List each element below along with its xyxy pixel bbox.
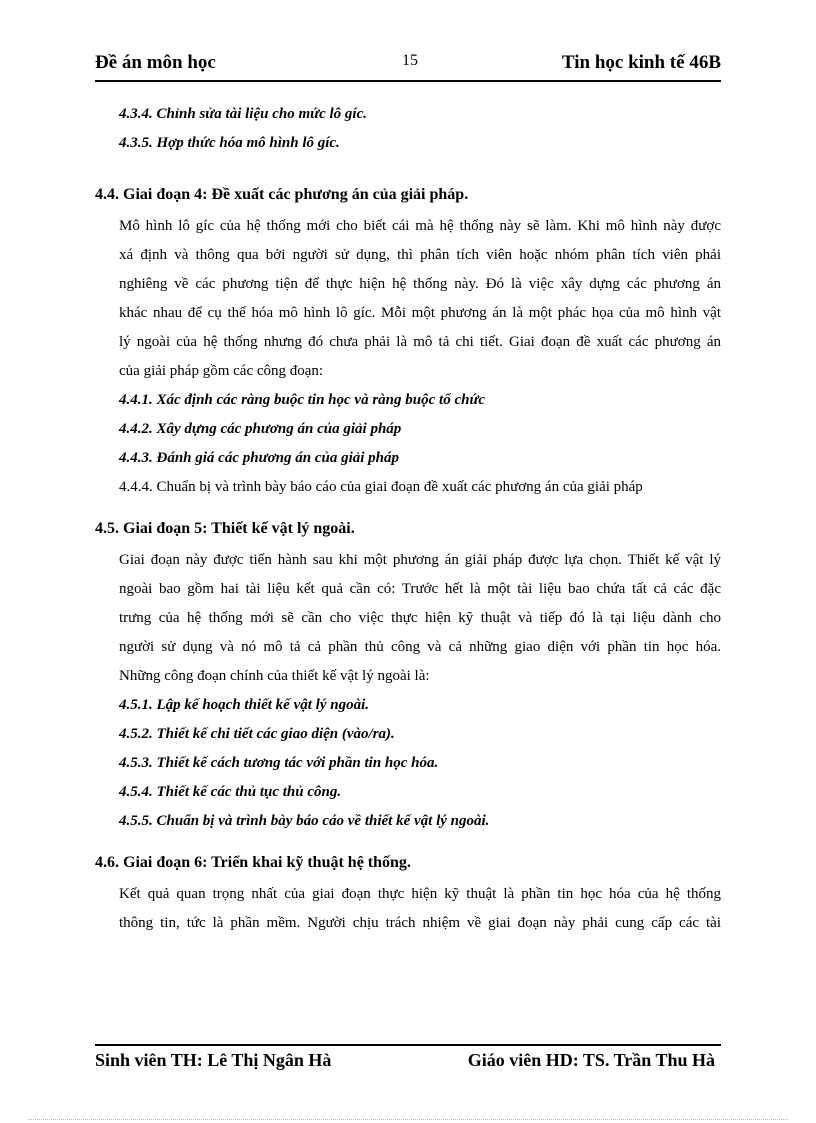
header-course-title: Đề án môn học xyxy=(95,52,216,73)
page-header xyxy=(95,52,721,76)
section-heading-4-6: 4.6. Giai đoạn 6: Triển khai kỹ thuật hệ thống. xyxy=(95,854,411,871)
list-item: 4.4.3. Đánh giá các phương án của giải pháp xyxy=(119,450,399,466)
footer-teacher-name: Giáo viên HD: TS. Trần Thu Hà xyxy=(467,1050,715,1070)
header-class-name: Tin học kinh tế 46B xyxy=(561,52,721,73)
paragraph-line: người sử dụng và nó mô tả cả phần thủ công và cả những giao diện với phần tin học hóa. xyxy=(119,639,721,655)
paragraph-line: Kết quả quan trọng nhất của giai đoạn thực hiện kỹ thuật là phần tin học hóa của hệ thống xyxy=(119,886,721,902)
list-item: 4.3.4. Chỉnh sửa tài liệu cho mức lô gíc. xyxy=(119,106,367,122)
page-edge-dotted-line xyxy=(28,1119,788,1120)
list-item: 4.5.1. Lập kế hoạch thiết kế vật lý ngoài. xyxy=(119,697,369,713)
section-heading-4-5: 4.5. Giai đoạn 5: Thiết kế vật lý ngoài. xyxy=(95,520,355,537)
list-item: 4.4.2. Xây dựng các phương án của giải pháp xyxy=(119,421,402,437)
list-item: 4.5.2. Thiết kế chi tiết các giao diện (vào/ra). xyxy=(119,726,395,742)
page-number: 15 xyxy=(402,52,418,69)
paragraph-line: khác nhau để cụ thể hóa mô hình lô gíc. Mỗi một phương án là một phác họa của mô hình vật xyxy=(119,305,721,321)
paragraph-line: nghiêng về các phương tiện để thực hiện hệ thống này. Đó là việc xây dựng các phương án xyxy=(119,276,721,292)
list-item: 4.5.4. Thiết kế các thủ tục thủ công. xyxy=(119,784,342,800)
document-body xyxy=(95,100,721,938)
list-item: 4.5.5. Chuẩn bị và trình bày báo cáo về thiết kế vật lý ngoài. xyxy=(119,813,490,829)
footer-student-name: Sinh viên TH: Lê Thị Ngân Hà xyxy=(95,1050,332,1070)
list-item: 4.4.4. Chuẩn bị và trình bày báo cáo của giai đoạn đề xuất các phương án của giải pháp xyxy=(119,479,643,495)
paragraph-line: xá định và thông qua bởi người sử dụng, thì phân tích viên hoặc nhóm phân tích viên phải xyxy=(119,247,721,263)
list-item: 4.5.3. Thiết kế cách tương tác với phần tin học hóa. xyxy=(119,755,439,771)
paragraph-line: ngoài bao gồm hai tài liệu kết quả cần có: Trước hết là một tài liệu bao chứa tất cả các đặc xyxy=(119,581,721,597)
paragraph-line: Những công đoạn chính của thiết kế vật lý ngoài là: xyxy=(119,668,430,684)
footer-divider xyxy=(95,1044,721,1046)
list-item: 4.3.5. Hợp thức hóa mô hình lô gíc. xyxy=(119,135,340,151)
paragraph-line: trưng của hệ thống mới sẽ cần cho việc thực hiện kỹ thuật và tiếp đó là tại liệu dành cho xyxy=(119,610,721,626)
paragraph-line: Giai đoạn này được tiến hành sau khi một phương án giải pháp được lựa chọn. Thiết kế vật lý xyxy=(119,552,721,568)
list-item: 4.4.1. Xác định các ràng buộc tin học và ràng buộc tổ chức xyxy=(119,392,486,408)
section-heading-4-4: 4.4. Giai đoạn 4: Đề xuất các phương án của giải pháp. xyxy=(95,186,469,203)
paragraph-line: của giải pháp gồm các công đoạn: xyxy=(119,363,324,379)
paragraph-line: lý ngoài của hệ thống nhưng đó chưa phải là mô tả chi tiết. Giai đoạn đề xuất các phương án xyxy=(119,334,721,350)
header-divider xyxy=(95,80,721,82)
page-footer xyxy=(95,1050,721,1074)
paragraph-line: Mô hình lô gíc của hệ thống mới cho biết cái mà hệ thống này sẽ làm. Khi mô hình này được xyxy=(119,218,721,234)
paragraph-line: thông tin, tức là phần mềm. Người chịu trách nhiệm về giai đoạn này phải cung cấp các tài xyxy=(119,915,721,931)
